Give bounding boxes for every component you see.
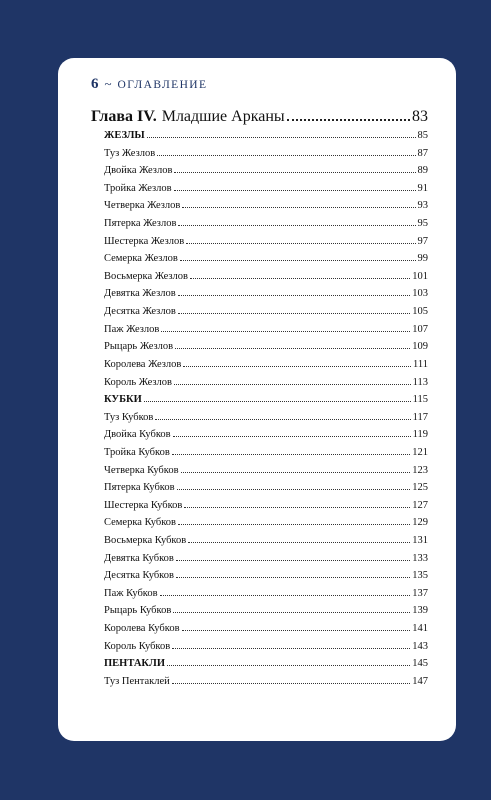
toc-entry[interactable] bbox=[104, 324, 428, 342]
toc-entry-page-number: 107 bbox=[412, 323, 428, 335]
toc-entry-label: Король Жезлов bbox=[104, 376, 173, 388]
toc-entry[interactable] bbox=[104, 517, 428, 535]
dot-leader bbox=[167, 665, 410, 666]
toc-entry[interactable] bbox=[104, 623, 428, 641]
toc-entry-page-number: 93 bbox=[417, 200, 428, 212]
dot-leader bbox=[178, 524, 410, 525]
toc-entry-label: Десятка Кубков bbox=[104, 570, 174, 582]
toc-entry-page-number: 115 bbox=[412, 394, 428, 406]
chapter-page-number: 83 bbox=[412, 108, 428, 125]
toc-entry-label: Туз Кубков bbox=[104, 411, 154, 423]
dot-leader bbox=[182, 630, 411, 631]
toc-entry-label: Шестерка Кубков bbox=[104, 499, 183, 511]
dot-leader bbox=[155, 419, 410, 420]
toc-entry-label: Шестерка Жезлов bbox=[104, 235, 185, 247]
toc-entry[interactable] bbox=[104, 482, 428, 500]
toc-entry-label: Король Кубков bbox=[104, 640, 171, 652]
toc-entry[interactable] bbox=[104, 165, 428, 183]
running-head bbox=[91, 76, 207, 93]
dot-leader bbox=[161, 331, 410, 332]
toc-entry-page-number: 117 bbox=[412, 411, 428, 423]
toc-entry-label: Восьмерка Жезлов bbox=[104, 270, 189, 282]
toc-entry-page-number: 111 bbox=[413, 358, 428, 370]
toc-entry[interactable] bbox=[104, 465, 428, 483]
dot-leader bbox=[188, 542, 410, 543]
toc-entry[interactable] bbox=[104, 535, 428, 553]
toc-entry-page-number: 123 bbox=[412, 464, 428, 476]
table-of-contents bbox=[91, 108, 428, 694]
toc-entry-label: Четверка Жезлов bbox=[104, 200, 181, 212]
toc-entry[interactable] bbox=[104, 288, 428, 306]
dot-leader bbox=[172, 454, 410, 455]
toc-entry-label: Девятка Кубков bbox=[104, 552, 174, 564]
toc-entry-label: Туз Жезлов bbox=[104, 147, 156, 159]
toc-entry[interactable] bbox=[104, 429, 428, 447]
toc-entry-page-number: 119 bbox=[412, 429, 428, 441]
toc-chapter-entry[interactable] bbox=[91, 108, 428, 130]
toc-entry[interactable] bbox=[104, 641, 428, 659]
toc-entry-page-number: 87 bbox=[417, 147, 428, 159]
toc-entry-label: Девятка Жезлов bbox=[104, 288, 176, 300]
toc-entry[interactable] bbox=[104, 306, 428, 324]
toc-entry[interactable] bbox=[104, 553, 428, 571]
chapter-label: Глава IV. bbox=[91, 108, 157, 125]
toc-entries-list bbox=[104, 130, 428, 694]
toc-entry-page-number: 139 bbox=[412, 605, 428, 617]
toc-entry-label: Тройка Кубков bbox=[104, 446, 170, 458]
toc-entry-label: Рыцарь Кубков bbox=[104, 605, 172, 617]
dot-leader bbox=[190, 278, 410, 279]
toc-entry[interactable] bbox=[104, 183, 428, 201]
dot-leader bbox=[175, 348, 410, 349]
toc-entry-page-number: 137 bbox=[412, 587, 428, 599]
toc-entry-page-number: 95 bbox=[417, 218, 428, 230]
toc-entry-label: Пятерка Жезлов bbox=[104, 218, 177, 230]
dot-leader bbox=[176, 577, 410, 578]
toc-entry[interactable] bbox=[104, 588, 428, 606]
toc-entry-page-number: 125 bbox=[412, 482, 428, 494]
toc-entry[interactable] bbox=[104, 236, 428, 254]
toc-entry[interactable] bbox=[104, 271, 428, 289]
toc-entry-page-number: 121 bbox=[412, 446, 428, 458]
toc-entry-label: Десятка Жезлов bbox=[104, 306, 176, 318]
toc-entry[interactable] bbox=[104, 359, 428, 377]
toc-entry[interactable] bbox=[104, 605, 428, 623]
chapter-title: Младшие Арканы bbox=[161, 108, 285, 125]
page-number: 6 bbox=[91, 76, 99, 92]
dot-leader bbox=[173, 436, 411, 437]
dot-leader bbox=[186, 243, 415, 244]
book-page bbox=[58, 58, 456, 741]
dot-leader bbox=[174, 384, 411, 385]
dot-leader bbox=[174, 190, 416, 191]
toc-entry-page-number: 129 bbox=[412, 517, 428, 529]
toc-entry[interactable] bbox=[104, 148, 428, 166]
dot-leader bbox=[184, 507, 410, 508]
toc-entry[interactable] bbox=[104, 676, 428, 694]
toc-entry-label: Четверка Кубков bbox=[104, 464, 179, 476]
dot-leader bbox=[160, 595, 411, 596]
toc-entry-page-number: 145 bbox=[412, 658, 428, 670]
toc-entry-page-number: 133 bbox=[412, 552, 428, 564]
toc-entry-label: Тройка Жезлов bbox=[104, 182, 172, 194]
toc-section-entry[interactable] bbox=[104, 394, 428, 412]
toc-entry-page-number: 147 bbox=[412, 675, 428, 687]
dot-leader bbox=[173, 612, 410, 613]
header-separator: ~ bbox=[104, 76, 112, 91]
toc-entry[interactable] bbox=[104, 377, 428, 395]
section-title: ОГЛАВЛЕНИЕ bbox=[117, 79, 208, 91]
dot-leader bbox=[147, 137, 416, 138]
toc-entry[interactable] bbox=[104, 218, 428, 236]
dot-leader bbox=[181, 472, 411, 473]
toc-section-entry[interactable] bbox=[104, 130, 428, 148]
toc-entry-page-number: 97 bbox=[417, 235, 428, 247]
dot-leader bbox=[182, 207, 415, 208]
toc-entry-label: Королева Кубков bbox=[104, 623, 180, 635]
toc-entry[interactable] bbox=[104, 253, 428, 271]
dot-leader bbox=[178, 295, 411, 296]
toc-entry-label: Паж Жезлов bbox=[104, 323, 160, 335]
toc-entry-page-number: 127 bbox=[412, 499, 428, 511]
toc-entry[interactable] bbox=[104, 570, 428, 588]
toc-entry-label: Семерка Жезлов bbox=[104, 253, 178, 265]
dot-leader bbox=[287, 119, 410, 121]
toc-entry[interactable] bbox=[104, 341, 428, 359]
toc-entry-label: Семерка Кубков bbox=[104, 517, 177, 529]
toc-entry[interactable] bbox=[104, 200, 428, 218]
toc-entry-page-number: 143 bbox=[412, 640, 428, 652]
toc-entry-label: Двойка Кубков bbox=[104, 429, 171, 441]
dot-leader bbox=[176, 560, 410, 561]
dot-leader bbox=[172, 648, 410, 649]
toc-entry-label: Туз Пентаклей bbox=[104, 675, 170, 687]
toc-entry-page-number: 85 bbox=[417, 130, 428, 141]
toc-entry-label: Паж Кубков bbox=[104, 587, 158, 599]
toc-entry[interactable] bbox=[104, 412, 428, 430]
toc-entry-page-number: 141 bbox=[412, 623, 428, 635]
dot-leader bbox=[174, 172, 415, 173]
dot-leader bbox=[144, 401, 411, 402]
dot-leader bbox=[178, 313, 410, 314]
toc-entry-page-number: 131 bbox=[412, 535, 428, 547]
toc-entry-label: Пятерка Кубков bbox=[104, 482, 175, 494]
toc-entry-label: ПЕНТАКЛИ bbox=[104, 658, 166, 670]
toc-entry-label: Королева Жезлов bbox=[104, 358, 182, 370]
toc-entry-page-number: 109 bbox=[412, 341, 428, 353]
dot-leader bbox=[177, 489, 411, 490]
dot-leader bbox=[157, 155, 415, 156]
toc-entry-page-number: 105 bbox=[412, 306, 428, 318]
toc-entry-page-number: 91 bbox=[417, 182, 428, 194]
toc-section-entry[interactable] bbox=[104, 658, 428, 676]
toc-entry-page-number: 113 bbox=[412, 376, 428, 388]
toc-entry-page-number: 89 bbox=[417, 165, 428, 177]
toc-entry-label: Восьмерка Кубков bbox=[104, 535, 187, 547]
dot-leader bbox=[180, 260, 416, 261]
dot-leader bbox=[178, 225, 415, 226]
toc-entry-label: Рыцарь Жезлов bbox=[104, 341, 174, 353]
toc-entry-page-number: 99 bbox=[417, 253, 428, 265]
toc-entry-page-number: 103 bbox=[412, 288, 428, 300]
dot-leader bbox=[172, 683, 410, 684]
toc-entry-label: Двойка Жезлов bbox=[104, 165, 173, 177]
toc-entry[interactable] bbox=[104, 500, 428, 518]
toc-entry-page-number: 101 bbox=[412, 270, 428, 282]
toc-entry-label: ЖЕЗЛЫ bbox=[104, 130, 145, 141]
toc-entry-page-number: 135 bbox=[412, 570, 428, 582]
toc-entry-label: КУБКИ bbox=[104, 394, 142, 406]
toc-entry[interactable] bbox=[104, 447, 428, 465]
dot-leader bbox=[183, 366, 411, 367]
